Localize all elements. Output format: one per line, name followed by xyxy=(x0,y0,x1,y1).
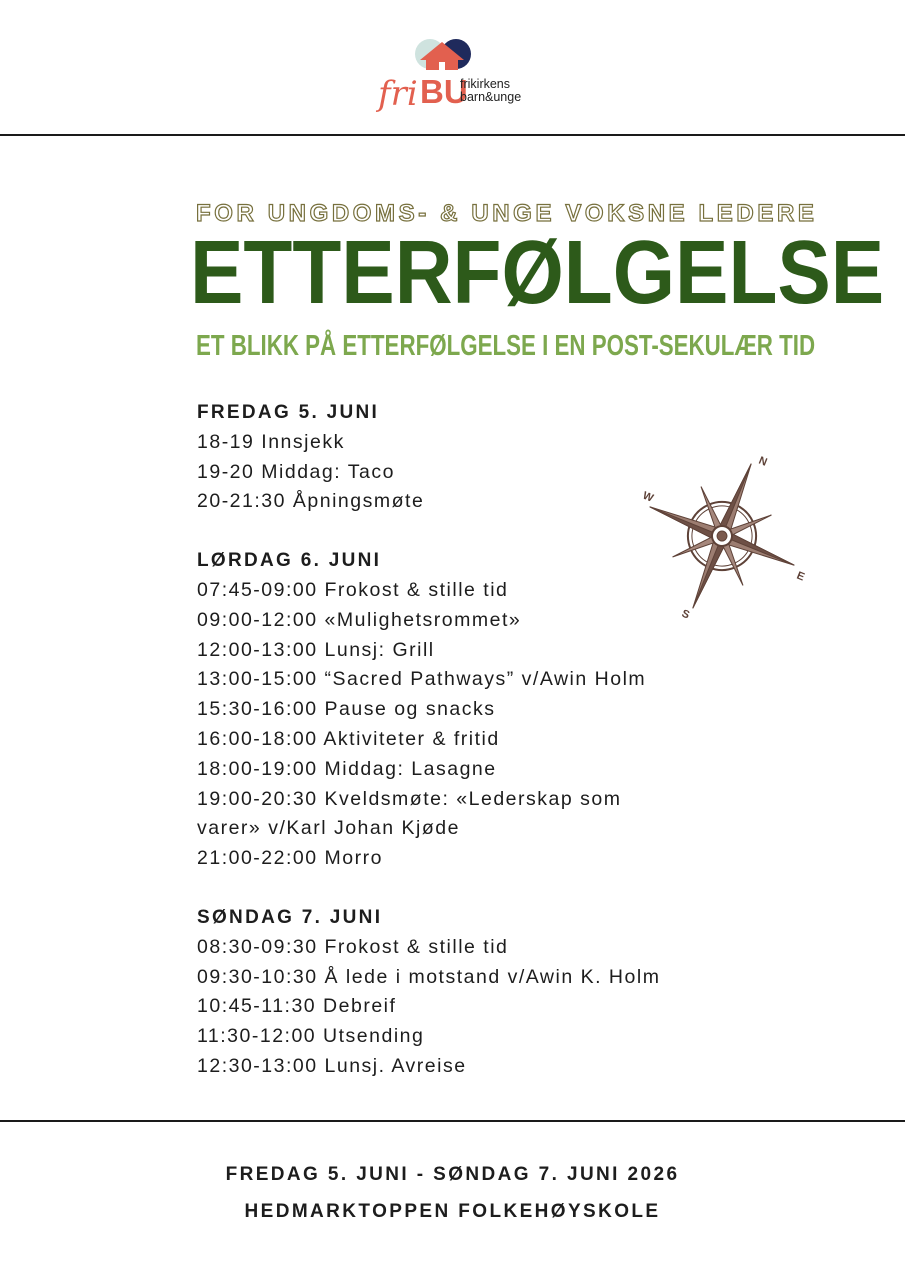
compass-rose-icon xyxy=(630,448,820,623)
schedule-item: 19-20 Middag: Taco xyxy=(197,460,395,483)
schedule-item: 18-19 Innsjekk xyxy=(197,430,345,453)
day-title: LØRDAG 6. JUNI xyxy=(197,550,382,572)
fribu-logo xyxy=(378,36,538,116)
kicker-text: FOR UNGDOMS- & UNGE VOKSNE LEDERE xyxy=(196,200,818,227)
house-logo-icon xyxy=(412,36,482,76)
day-title: FREDAG 5. JUNI xyxy=(197,402,380,423)
footer-dates: FREDAG 5. JUNI - SØNDAG 7. JUNI 2026 xyxy=(225,1164,680,1185)
page-subtitle: ET BLIKK PÅ ETTERFØLGELSE I EN POST-SEKULÆR TID xyxy=(196,330,816,362)
schedule-item: 18:00-19:00 Middag: Lasagne xyxy=(197,757,497,780)
schedule-item: varer» v/Karl Johan Kjøde xyxy=(197,817,460,840)
bottom-divider xyxy=(0,1120,905,1122)
day-sunday xyxy=(197,903,757,1082)
compass-label-n: N xyxy=(756,454,769,469)
footer-venue: HEDMARKTOPPEN FOLKEHØYSKOLE xyxy=(244,1201,661,1222)
schedule-item: 13:00-15:00 “Sacred Pathways” v/Awin Holm xyxy=(197,668,647,691)
logo-tagline-line-2: barn&unge xyxy=(460,90,522,104)
schedule-item: 19:00-20:30 Kveldsmøte: «Lederskap som xyxy=(197,787,622,810)
schedule-item: 11:30-12:00 Utsending xyxy=(197,1025,425,1048)
schedule-item: 08:30-09:30 Frokost & stille tid xyxy=(197,935,509,958)
schedule-item: 20-21:30 Åpningsmøte xyxy=(197,490,425,513)
logo-tagline-line-1: frikirkens xyxy=(460,77,511,91)
compass-label-w: W xyxy=(640,489,656,505)
compass-label-e: E xyxy=(794,569,807,584)
schedule-item: 09:30-10:30 Å lede i motstand v/Awin K. Holm xyxy=(197,965,661,988)
schedule-item: 12:00-13:00 Lunsj: Grill xyxy=(197,638,435,661)
top-divider xyxy=(0,134,905,136)
page-title: ETTERFØLGELSE xyxy=(190,223,885,323)
day-title: SØNDAG 7. JUNI xyxy=(197,906,383,928)
schedule-item: 07:45-09:00 Frokost & stille tid xyxy=(197,578,509,601)
schedule-item: 12:30-13:00 Lunsj. Avreise xyxy=(197,1054,467,1077)
schedule-item: 09:00-12:00 «Mulighetsrommet» xyxy=(197,608,522,631)
logo-brand-bu: BU xyxy=(420,73,468,110)
schedule-item: 10:45-11:30 Debreif xyxy=(197,995,397,1018)
compass-label-s: S xyxy=(679,607,692,622)
schedule-item: 16:00-18:00 Aktiviteter & fritid xyxy=(197,727,500,750)
schedule-item: 15:30-16:00 Pause og snacks xyxy=(197,698,496,721)
logo-brand-fri: fri xyxy=(378,74,418,114)
schedule-item: 21:00-22:00 Morro xyxy=(197,847,383,870)
logo-tagline xyxy=(460,78,521,104)
